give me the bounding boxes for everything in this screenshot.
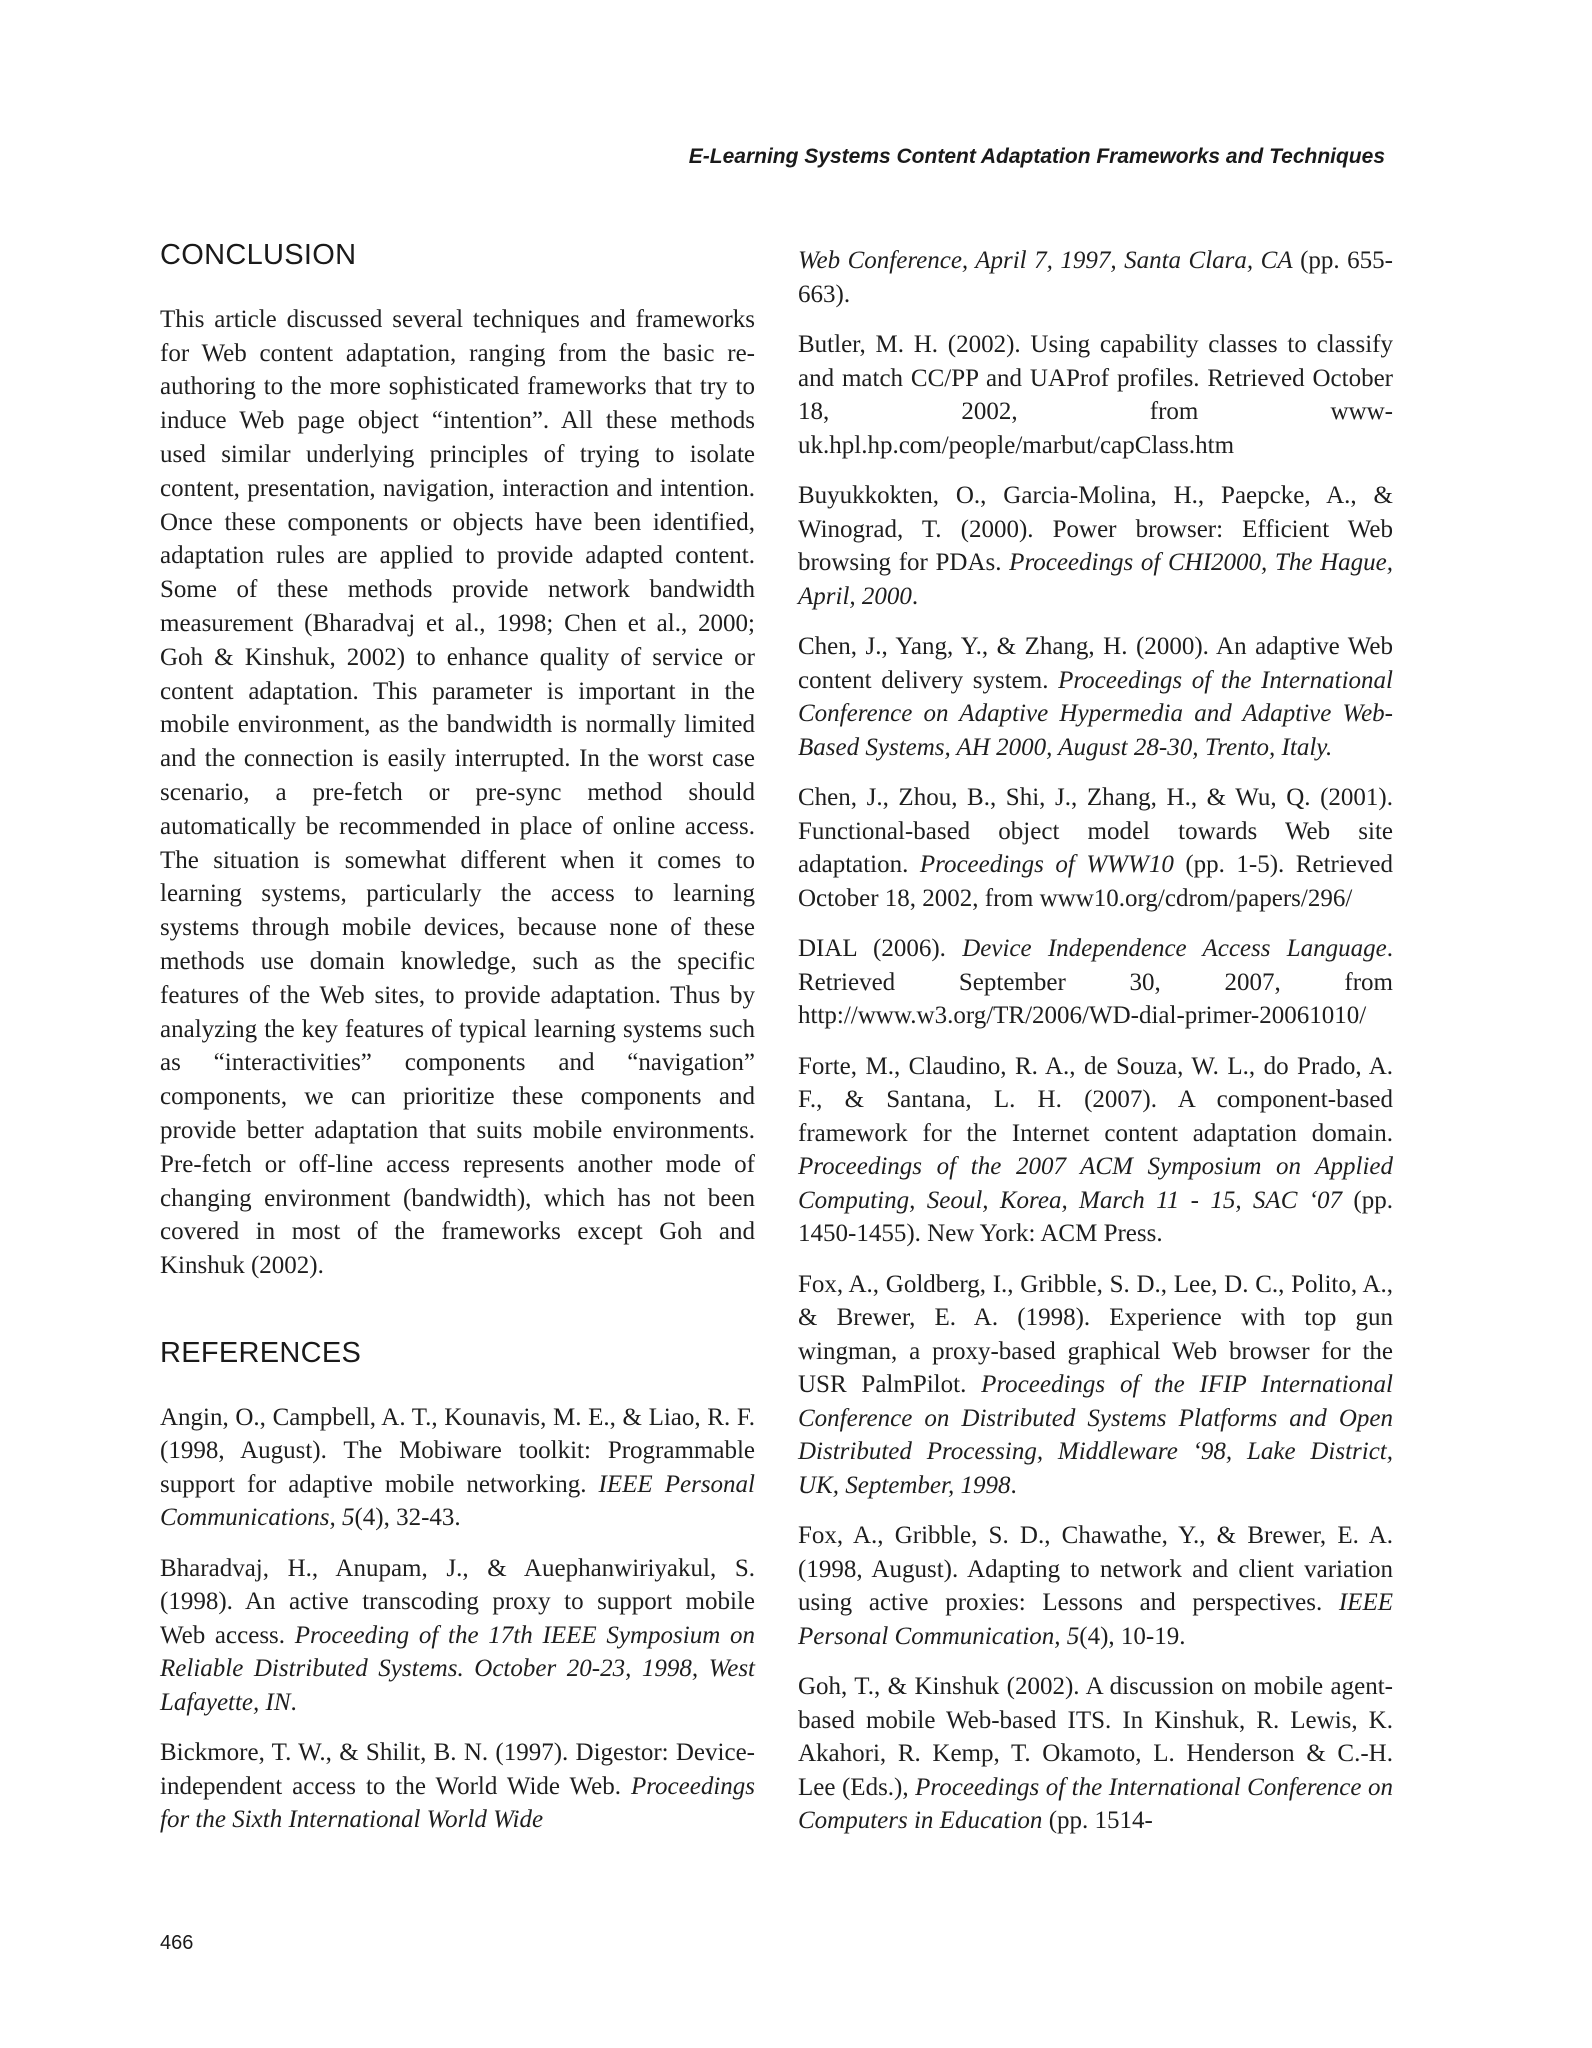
page-number: 466 [160,1932,194,1954]
reference-entry [798,1050,1393,1251]
reference-entry [160,1401,755,1535]
conclusion-heading: CONCLUSION [160,239,357,271]
right-column [798,244,1393,1855]
reference-source: Web Conference, April 7, 1997, Santa Clara, CA [798,247,1293,274]
reference-entry [798,932,1393,1033]
reference-entry [798,1268,1393,1503]
reference-text: Buyukkokten, O., Garcia-Molina, H., Paepcke, A., & Winograd, T. (2000). Power browser: Efficient Web browsing for PDAs. [798,482,1393,576]
reference-text: Goh, T., & Kinshuk (2002). A discussion on mobile agent-based mobile Web-based ITS. In Kinshuk, R. Lewis, K. Akahori, R. Kemp, T. Okamoto, L. Henderson & C.-H. Lee (Eds.), [798,1673,1393,1801]
reference-text: Forte, M., Claudino, R. A., de Souza, W. L., do Prado, A. F., & Santana, L. H. (2007). A component-based framework for the Internet content adaptation domain. [798,1052,1393,1147]
reference-tail: . Retrieved September 30, 2007, from http://www.w3.org/TR/2006/WD-dial-primer-20061010/ [798,935,1393,1029]
reference-entry [798,244,1393,311]
reference-source: Device Independence Access Language [962,935,1387,962]
reference-entry [798,479,1393,613]
reference-text: Fox, A., Gribble, S. D., Chawathe, Y., & Brewer, E. A. (1998, August). Adapting to network and client variation using active proxies: Lessons and perspectives. [798,1522,1393,1616]
reference-tail: . [290,1688,297,1716]
reference-entry [798,328,1393,462]
reference-text: Bharadvaj, H., Anupam, J., & Auephanwiriyakul, S. (1998). An active transcoding proxy to support mobile Web access. [160,1554,755,1649]
reference-tail: (pp. 1450-1455). New York: ACM Press. [798,1186,1393,1247]
reference-entry [798,1670,1393,1838]
reference-text: Chen, J., Yang, Y., & Zhang, H. (2000). An adaptive Web content delivery system. [798,633,1393,694]
reference-tail: (pp. 1-5). Retrieved October 18, 2002, from www10.org/cdrom/papers/296/ [798,851,1393,912]
left-column [160,240,755,1854]
reference-source: IEEE Personal Communication, 5 [798,1589,1393,1650]
reference-source: Proceedings of the International Conference on Adaptive Hypermedia and Adaptive Web-Based Systems, AH 2000, August 28-30, Trento, Italy. [798,666,1393,761]
reference-tail: (4), 32-43. [354,1504,461,1532]
reference-source: Proceedings for the Sixth International World Wide [160,1772,755,1834]
reference-source: IEEE Personal Communications, 5 [160,1470,755,1532]
reference-source: Proceeding of the 17th IEEE Symposium on Reliable Distributed Systems. October 20-23, 1998, West Lafayette, IN [160,1621,755,1716]
reference-source: Proceedings of CHI2000, The Hague, April, 2000 [798,549,1393,610]
reference-entry [160,1552,755,1720]
reference-tail: (4), 10-19. [1079,1622,1186,1650]
reference-source: Proceedings of the 2007 ACM Symposium on Applied Computing, Seoul, Korea, March 11 - 15, SAC ‘07 [798,1153,1393,1214]
reference-entry [160,1736,755,1837]
running-head: E-Learning Systems Content Adaptation Frameworks and Techniques [688,145,1385,168]
reference-text: Fox, A., Goldberg, I., Gribble, S. D., Lee, D. C., Polito, A., & Brewer, E. A. (1998). Experience with top gun wingman, a proxy-based graphical Web browser for the USR PalmPilot. [798,1270,1393,1398]
reference-text: Bickmore, T. W., & Shilit, B. N. (1997). Digestor: Device-independent access to the World Wide Web. [160,1739,755,1800]
reference-entry [798,1519,1393,1653]
reference-tail: (pp. 655-663). [798,247,1393,308]
reference-tail: . [1010,1471,1017,1499]
reference-source: Proceedings of the International Conference on Computers in Education [798,1773,1393,1834]
conclusion-paragraph: This article discussed several techniques and frameworks for Web content adaptation, ranging from the basic re-authoring to the more sophisticated frameworks that try to induce Web page object “intention”. All these methods used similar underlying principles of trying to isolate content, presentation, navigation, interaction and intention. Once these components or objects have been identified, adaptation rules are applied to provide adapted content. Some of these methods provide network bandwidth measurement (Bharadvaj et al., 1998; Chen et al., 2000; Goh & Kinshuk, 2002) to enhance quality of service or content adaptation. This parameter is important in the mobile environment, as the bandwidth is normally limited and the connection is easily interrupted. In the worst case scenario, a pre-fetch or pre-sync method should automatically be recommended in place of online access. The situation is somewhat different when it comes to learning systems, particularly the access to learning systems through mobile devices, because none of these methods use domain knowledge, such as the specific features of the Web sites, to provide adaptation. Thus by analyzing the key features of typical learning systems such as “interactivities” components and “navigation” components, we can prioritize these components and provide better adaptation that suits mobile environments. Pre-fetch or off-line access represents another mode of changing environment (bandwidth), which has not been covered in most of the frameworks except Goh and Kinshuk (2002). [160,305,755,1280]
reference-text: Angin, O., Campbell, A. T., Kounavis, M. E., & Liao, R. F. (1998, August). The Mobiware toolkit: Programmable support for adaptive mobile networking. [160,1403,755,1498]
reference-tail: (pp. 1514- [1042,1807,1153,1834]
reference-text: Butler, M. H. (2002). Using capability classes to classify and match CC/PP and UAProf profiles. Retrieved October 18, 2002, from www-uk.hpl.hp.com/people/marbut/capClass.htm [798,331,1393,459]
references-heading: REFERENCES [160,1337,362,1369]
reference-text: Chen, J., Zhou, B., Shi, J., Zhang, H., & Wu, Q. (2001). Functional-based object model towards Web site adaptation. [798,784,1393,878]
reference-text: DIAL (2006). [798,935,963,962]
reference-source: Proceedings of WWW10 [919,851,1174,878]
reference-source: Proceedings of the IFIP International Conference on Distributed Systems Platforms and Open Distributed Processing, Middleware ‘98, Lake District, UK, September, 1998 [798,1371,1393,1499]
reference-tail: . [911,582,919,610]
reference-entry [798,630,1393,764]
reference-entry [798,781,1393,915]
